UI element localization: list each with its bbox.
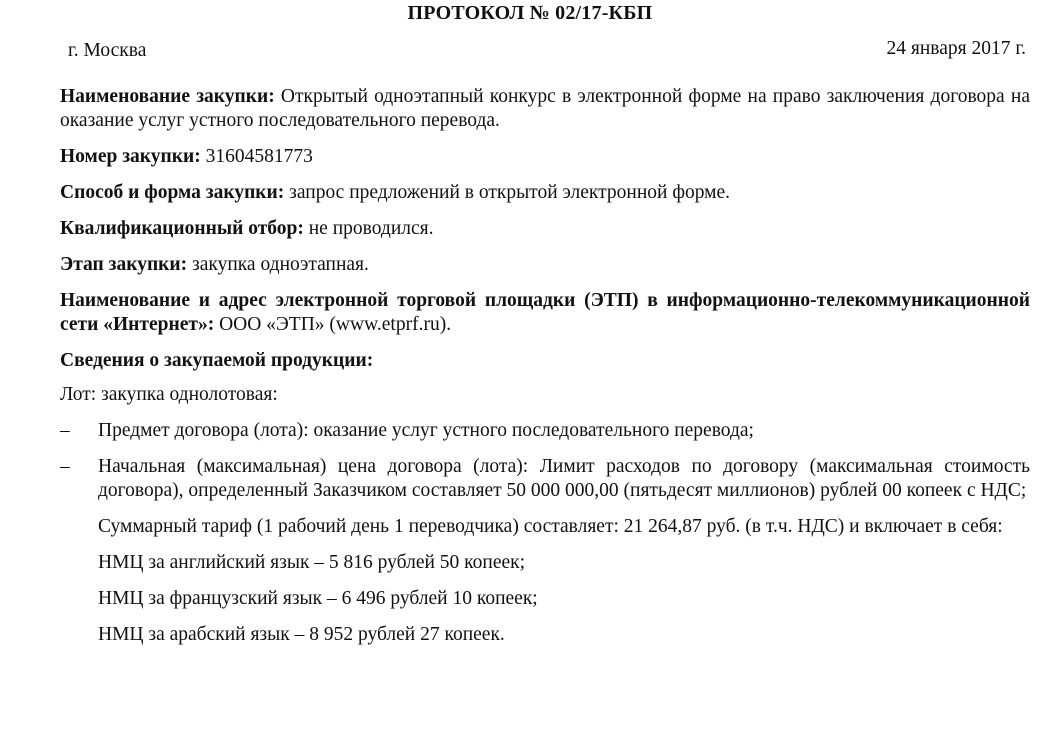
- purchase-stage-label: Этап закупки:: [60, 254, 188, 275]
- document-body: [60, 85, 1030, 659]
- etp-info: [60, 289, 1030, 337]
- qualification-value: не проводился.: [308, 218, 434, 239]
- purchase-stage: [60, 253, 1030, 277]
- qualification-selection: [60, 217, 1030, 241]
- list-item-price: [60, 455, 1030, 503]
- protocol-date: 24 января 2017 г.: [886, 38, 1026, 59]
- purchase-number-label: Номер закупки:: [60, 146, 201, 167]
- nmc-french: НМЦ за французский язык – 6 496 рублей 10 копеек;: [98, 588, 538, 609]
- purchase-number: [60, 145, 1030, 169]
- products-heading-label: Сведения о закупаемой продукции:: [60, 350, 374, 371]
- qualification-label: Квалификационный отбор:: [60, 218, 304, 239]
- nmc-arabic: НМЦ за арабский язык – 8 952 рублей 27 копеек.: [98, 624, 505, 645]
- city: г. Москва: [68, 40, 147, 61]
- purchase-method: [60, 181, 1030, 205]
- dash-marker: –: [60, 420, 70, 441]
- purchase-name-label: Наименование закупки:: [60, 86, 275, 107]
- purchase-number-value: 31604581773: [205, 146, 313, 167]
- list-item-subject: [60, 419, 1030, 443]
- purchase-method-label: Способ и форма закупки:: [60, 182, 285, 203]
- dash-marker: –: [60, 456, 70, 477]
- purchase-name: [60, 85, 1030, 133]
- purchase-method-value: запрос предложений в открытой электронной форме.: [289, 182, 731, 203]
- etp-label: Наименование и адрес электронной торговой площадки (ЭТП) в информационно-телекоммуникационной сети «Интернет»:: [60, 290, 1030, 335]
- etp-value: ООО «ЭТП» (www.etprf.ru).: [219, 314, 452, 335]
- protocol-title: ПРОТОКОЛ № 02/17-КБП: [407, 2, 653, 24]
- purchase-stage-value: закупка одноэтапная.: [192, 254, 369, 275]
- lot-info: Лот: закупка однолотовая:: [60, 384, 278, 405]
- products-heading: [60, 349, 1030, 373]
- purchase-name-value: Открытый одноэтапный конкурс в электронной форме на право заключения договора на оказание услуг устного последовательного перевода.: [60, 86, 1030, 131]
- price-text: Начальная (максимальная) цена договора (лота): Лимит расходов по договору (максимальная стоимость договора), определенный Заказчиком составляет 50 000 000,00 (пятьдесят миллионов) рублей 00 копеек с НДС;: [98, 456, 1030, 501]
- tariff-text: Суммарный тариф (1 рабочий день 1 переводчика) составляет: 21 264,87 руб. (в т.ч. НДС) и включает в себя:: [98, 516, 1003, 537]
- nmc-english: НМЦ за английский язык – 5 816 рублей 50 копеек;: [98, 552, 526, 573]
- subject-text: Предмет договора (лота): оказание услуг устного последовательного перевода;: [98, 420, 754, 441]
